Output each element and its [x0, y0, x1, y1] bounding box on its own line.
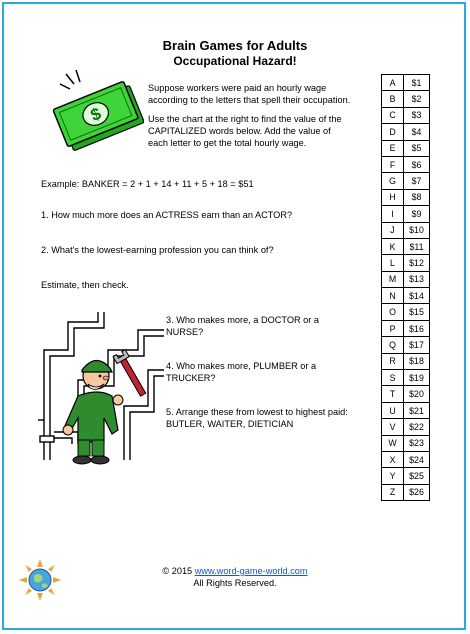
key-value: $21	[404, 402, 430, 418]
question-3-line-1: 3. Who makes more, a DOCTOR or a	[166, 315, 319, 325]
key-value: $9	[404, 206, 430, 222]
key-letter: U	[382, 402, 404, 418]
globe-logo-icon	[18, 558, 62, 602]
website-link[interactable]: www.word-game-world.com	[194, 566, 308, 576]
question-1: 1. How much more does an ACTRESS earn than an ACTOR?	[41, 210, 293, 220]
key-letter: Q	[382, 337, 404, 353]
key-value: $22	[404, 419, 430, 435]
key-row	[382, 435, 430, 451]
key-value: $6	[404, 156, 430, 172]
example-line: Example: BANKER = 2 + 1 + 14 + 11 + 5 + 18 = $51	[41, 179, 254, 189]
key-value: $12	[404, 255, 430, 271]
key-row	[382, 222, 430, 238]
key-letter: Y	[382, 468, 404, 484]
dollar-bills-icon	[52, 64, 144, 156]
svg-text:$: $	[87, 103, 104, 126]
rights-text: All Rights Reserved.	[193, 578, 277, 588]
estimate-note: Estimate, then check.	[41, 280, 129, 290]
key-row	[382, 173, 430, 189]
key-row	[382, 304, 430, 320]
key-value: $3	[404, 107, 430, 123]
key-letter: N	[382, 288, 404, 304]
key-value: $11	[404, 238, 430, 254]
copyright-text: © 2015	[162, 566, 193, 576]
key-value: $13	[404, 271, 430, 287]
key-row	[382, 288, 430, 304]
intro-line-2: according to the letters that spell their occupation.	[148, 95, 351, 105]
page-subtitle: Occupational Hazard!	[173, 54, 297, 68]
intro-line-4: CAPITALIZED words below. Add the value of	[148, 126, 331, 136]
key-value: $24	[404, 451, 430, 467]
key-letter: V	[382, 419, 404, 435]
key-letter: L	[382, 255, 404, 271]
key-letter: X	[382, 451, 404, 467]
key-row	[382, 107, 430, 123]
key-row	[382, 255, 430, 271]
key-letter: R	[382, 353, 404, 369]
key-letter: F	[382, 156, 404, 172]
key-letter: O	[382, 304, 404, 320]
key-row	[382, 451, 430, 467]
key-row	[382, 353, 430, 369]
key-letter: M	[382, 271, 404, 287]
key-row	[382, 238, 430, 254]
key-value: $18	[404, 353, 430, 369]
key-row	[382, 91, 430, 107]
key-letter: C	[382, 107, 404, 123]
key-value: $20	[404, 386, 430, 402]
key-row	[382, 206, 430, 222]
page-title: Brain Games for Adults	[162, 38, 308, 53]
key-value: $10	[404, 222, 430, 238]
key-value: $5	[404, 140, 430, 156]
key-letter: P	[382, 320, 404, 336]
key-value: $1	[404, 75, 430, 91]
letter-value-table	[381, 74, 430, 501]
key-value: $15	[404, 304, 430, 320]
key-letter: S	[382, 370, 404, 386]
intro-line-5: each letter to get the total hourly wage.	[148, 138, 307, 148]
key-value: $14	[404, 288, 430, 304]
intro-line-1: Suppose workers were paid an hourly wage	[148, 83, 327, 93]
key-row	[382, 320, 430, 336]
question-3-line-2: NURSE?	[166, 327, 204, 337]
key-value: $8	[404, 189, 430, 205]
key-value: $23	[404, 435, 430, 451]
question-5-line-2: BUTLER, WAITER, DIETICIAN	[166, 419, 294, 429]
key-row	[382, 402, 430, 418]
question-4-line-1: 4. Who makes more, PLUMBER or a	[166, 361, 317, 371]
key-row	[382, 386, 430, 402]
question-2: 2. What's the lowest-earning profession you can think of?	[41, 245, 274, 255]
key-letter: K	[382, 238, 404, 254]
key-letter: J	[382, 222, 404, 238]
key-value: $16	[404, 320, 430, 336]
key-row	[382, 370, 430, 386]
copyright-line	[0, 566, 470, 576]
key-value: $25	[404, 468, 430, 484]
key-letter: I	[382, 206, 404, 222]
key-letter: E	[382, 140, 404, 156]
key-letter: D	[382, 124, 404, 140]
key-value: $19	[404, 370, 430, 386]
key-letter: T	[382, 386, 404, 402]
key-letter: H	[382, 189, 404, 205]
key-row	[382, 140, 430, 156]
key-row	[382, 189, 430, 205]
key-row	[382, 271, 430, 287]
key-letter: Z	[382, 484, 404, 500]
key-letter: W	[382, 435, 404, 451]
key-value: $26	[404, 484, 430, 500]
key-value: $17	[404, 337, 430, 353]
key-value: $7	[404, 173, 430, 189]
key-row	[382, 468, 430, 484]
key-row	[382, 337, 430, 353]
key-letter: B	[382, 91, 404, 107]
intro-line-3: Use the chart at the right to find the value of the	[148, 114, 342, 124]
key-value: $4	[404, 124, 430, 140]
key-row	[382, 484, 430, 500]
question-4-line-2: TRUCKER?	[166, 373, 216, 383]
key-row	[382, 124, 430, 140]
key-letter: G	[382, 173, 404, 189]
key-row	[382, 75, 430, 91]
question-5-line-1: 5. Arrange these from lowest to highest paid:	[166, 407, 348, 417]
key-letter: A	[382, 75, 404, 91]
key-row	[382, 156, 430, 172]
plumber-with-wrench-illustration	[38, 310, 166, 470]
key-value: $2	[404, 91, 430, 107]
key-row	[382, 419, 430, 435]
